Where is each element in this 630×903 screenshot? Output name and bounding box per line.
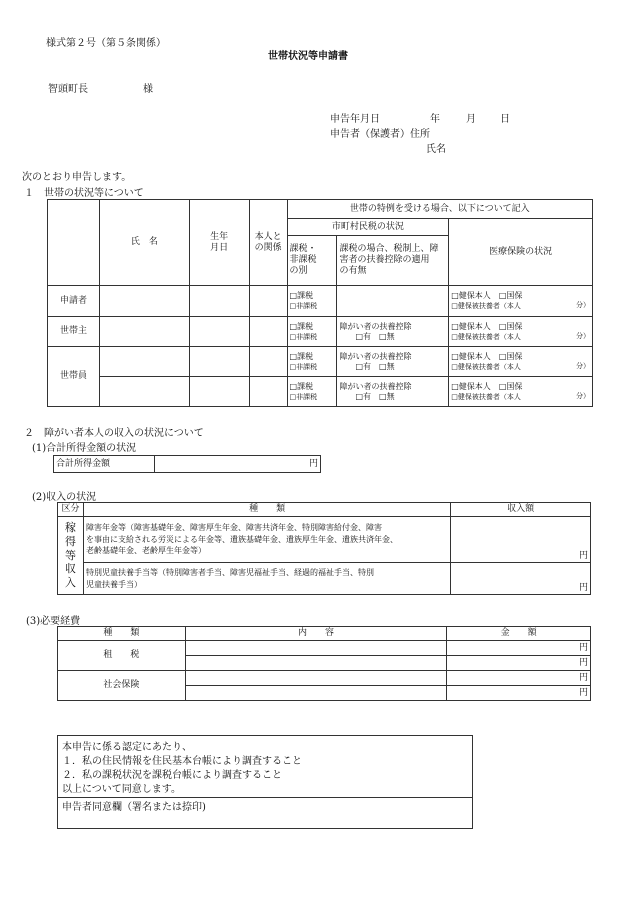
day-label: 日	[500, 114, 510, 125]
birth-cell[interactable]	[189, 377, 249, 407]
month-label: 月	[466, 114, 476, 125]
row-applicant: 申請者	[48, 286, 100, 317]
consent-line2: １．私の住民情報を住民基本台帳により調査すること	[62, 756, 302, 767]
col-kubun: 区分	[58, 503, 84, 517]
section2-sub1: (1)合計所得金額の状況	[32, 443, 137, 454]
expense-content-cell[interactable]	[185, 641, 446, 656]
date-label: 申告年月日	[330, 114, 380, 125]
col-expense-amount: 金 額	[447, 627, 591, 641]
expense-content-cell[interactable]	[185, 656, 446, 671]
col-relation: 本人と の関係	[249, 200, 287, 286]
page-title: 世帯状況等申請書	[268, 51, 348, 62]
total-income-value[interactable]: 円	[155, 456, 321, 473]
section1-heading: １ 世帯の状況等について	[24, 188, 144, 199]
deduct-col: 課税の場合、税制上、障 害者の扶養控除の適用 の有無	[337, 236, 449, 286]
relation-cell[interactable]	[249, 317, 287, 347]
deduction-cell[interactable]: 障がい者の扶養控除 □有 □無	[337, 377, 449, 407]
allowance-description: 特別児童扶養手当等（特別障害者手当、障害児福祉手当、経過的福祉手当、特別 児童扶養手当）	[83, 563, 450, 595]
col-kind: 種 類	[83, 503, 450, 517]
pension-amount[interactable]: 円	[451, 517, 591, 563]
birth-cell[interactable]	[189, 317, 249, 347]
name-cell[interactable]	[99, 377, 189, 407]
relation-cell[interactable]	[249, 347, 287, 377]
kubun-vertical: 稼 得 等 収 入	[58, 517, 84, 595]
col-expense-kind: 種 類	[58, 627, 186, 641]
honorific: 様	[143, 84, 153, 95]
tax-status-cell[interactable]: □課税 □非課税	[287, 317, 337, 347]
income-table	[57, 502, 591, 595]
col-expense-content: 内 容	[185, 627, 446, 641]
household-table	[47, 199, 593, 407]
insurance-cell[interactable]: □健保本人 □国保 □健保被扶養者（本人 分）	[449, 286, 593, 317]
row-tax: 租 税	[58, 641, 186, 671]
tax-header: 市町村民税の状況	[287, 219, 449, 236]
total-income-label: 合計所得金額	[54, 456, 155, 473]
name-cell[interactable]	[99, 347, 189, 377]
tax-status-cell[interactable]: □課税 □非課税	[287, 347, 337, 377]
tax-status-cell[interactable]: □課税 □非課税	[287, 286, 337, 317]
deduction-cell[interactable]: 障がい者の扶養控除 □有 □無	[337, 317, 449, 347]
section2-sub2: (2)収入の状況	[32, 492, 97, 503]
address-label: 申告者（保護者）住所	[330, 129, 430, 140]
expense-amount-cell[interactable]: 円	[447, 671, 591, 686]
expense-amount-cell[interactable]: 円	[447, 686, 591, 701]
insurance-cell[interactable]: □健保本人 □国保 □健保被扶養者（本人 分）	[449, 347, 593, 377]
relation-cell[interactable]	[249, 286, 287, 317]
name-label: 氏名	[426, 144, 446, 155]
addressee: 智頭町長	[48, 84, 88, 95]
table-row	[48, 347, 593, 377]
expenses-table	[57, 626, 591, 701]
birth-cell[interactable]	[189, 347, 249, 377]
expense-content-cell[interactable]	[185, 671, 446, 686]
col-birth: 生年 月日	[189, 200, 249, 286]
deduction-cell[interactable]: 障がい者の扶養控除 □有 □無	[337, 347, 449, 377]
row-head: 世帯主	[48, 317, 100, 347]
table-row	[48, 286, 593, 317]
form-number: 様式第２号（第５条関係）	[46, 38, 166, 49]
insurance-cell[interactable]: □健保本人 □国保 □健保被扶養者（本人 分）	[449, 377, 593, 407]
consent-line4: 以上について同意します。	[62, 784, 181, 795]
tax-status-cell[interactable]: □課税 □非課税	[287, 377, 337, 407]
table-row	[48, 317, 593, 347]
expense-amount-cell[interactable]: 円	[447, 641, 591, 656]
table-row	[48, 377, 593, 407]
consent-line1: 本申告に係る認定にあたり、	[62, 742, 192, 753]
col-amount: 収入額	[451, 503, 591, 517]
name-cell[interactable]	[99, 317, 189, 347]
birth-cell[interactable]	[189, 286, 249, 317]
year-label: 年	[430, 114, 440, 125]
row-social: 社会保険	[58, 671, 186, 701]
name-cell[interactable]	[99, 286, 189, 317]
total-income-table	[53, 455, 321, 473]
pension-description: 障害年金等（障害基礎年金、障害厚生年金、障害共済年金、特別障害給付金、障害 を事由に支給される労災による年金等、遺族基礎年金、遺族厚生年金、遺族共済年金、 老齢基礎年金、老齢厚生年金等）	[83, 517, 450, 563]
insurance-cell[interactable]: □健保本人 □国保 □健保被扶養者（本人 分）	[449, 317, 593, 347]
signature-label[interactable]: 申告者同意欄（署名または捺印)	[62, 802, 206, 813]
section2-heading: ２ 障がい者本人の収入の状況について	[24, 428, 204, 439]
section3-heading: (3)必要経費	[26, 616, 81, 627]
expense-content-cell[interactable]	[185, 686, 446, 701]
special-header: 世帯の特例を受ける場合、以下について記入	[287, 200, 592, 219]
tax-col: 課税・ 非課税 の別	[287, 236, 337, 286]
expense-amount-cell[interactable]: 円	[447, 656, 591, 671]
allowance-amount[interactable]: 円	[451, 563, 591, 595]
intro-text: 次のとおり申告します。	[22, 172, 132, 183]
row-member: 世帯員	[48, 347, 100, 407]
consent-line3: ２．私の課税状況を課税台帳により調査すること	[62, 770, 282, 781]
col-name: 氏 名	[99, 200, 189, 286]
relation-cell[interactable]	[249, 377, 287, 407]
insurance-header: 医療保険の状況	[449, 219, 593, 286]
